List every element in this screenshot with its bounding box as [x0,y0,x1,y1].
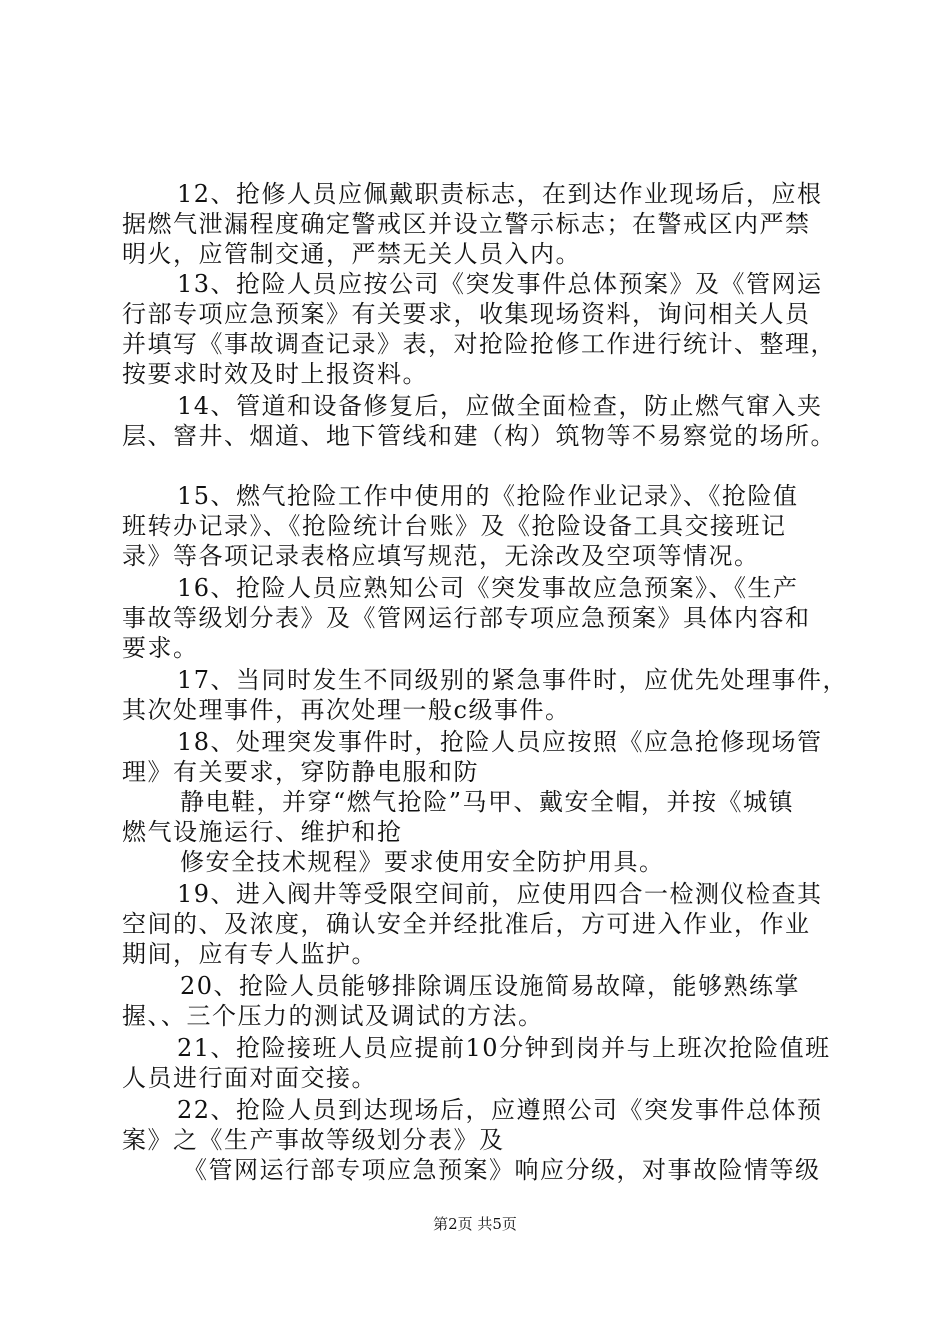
text-line: 按要求时效及时上报资料。 [122,360,428,388]
text-line: 录》等各项记录表格应填写规范，无涂改及空项等情况。 [122,542,760,570]
text-line: 握、、三个压力的测试及调试的方法。 [122,1002,544,1030]
text-line: 人员进行面对面交接。 [122,1064,377,1092]
text-line: 12、抢修人员应佩戴职责标志，在到达作业现场后，应根 [177,180,823,208]
text-line: 静电鞋，并穿“燃气抢险”马甲、戴安全帽，并按《城镇 [180,788,795,816]
text-line: 案》之《生产事故等级划分表》及 [122,1126,505,1154]
page-number-footer: 第2页 共5页 [433,1215,517,1233]
text-line: 19、进入阀井等受限空间前，应使用四合一检测仪检查其 [177,880,823,908]
text-line: 行部专项应急预案》有关要求，收集现场资料，询问相关人员 [122,300,811,328]
text-line: 其次处理事件，再次处理一般c级事件。 [122,696,571,724]
text-line: 《管网运行部专项应急预案》响应分级，对事故险情等级 [183,1156,821,1184]
text-line: 事故等级划分表》及《管网运行部专项应急预案》具体内容和 [122,604,811,632]
text-line: 16、抢险人员应熟知公司《突发事故应急预案》、《生产 [177,574,799,602]
text-line: 22、抢险人员到达现场后，应遵照公司《突发事件总体预 [177,1096,823,1124]
text-line: 13、抢险人员应按公司《突发事件总体预案》及《管网运 [177,270,823,298]
text-line: 18、处理突发事件时，抢险人员应按照《应急抢修现场管 [177,728,823,756]
text-line: 并填写《事故调查记录》表，对抢险抢修工作进行统计、整理， [122,330,836,358]
text-line: 要求。 [122,634,199,662]
text-line: 15、燃气抢险工作中使用的《抢险作业记录》、《抢险值 [177,482,799,510]
text-line: 空间的、及浓度，确认安全并经批准后，方可进入作业，作业 [122,910,811,938]
text-line: 燃气设施运行、维护和抢 [122,818,403,846]
text-line: 修安全技术规程》要求使用安全防护用具。 [180,848,665,876]
text-line: 班转办记录》、《抢险统计台账》及《抢险设备工具交接班记 [122,512,787,540]
text-line: 14、管道和设备修复后，应做全面检查，防止燃气窜入夹 [177,392,823,420]
text-line: 20、抢险人员能够排除调压设施简易故障，能够熟练掌 [180,972,801,1000]
text-line: 据燃气泄漏程度确定警戒区并设立警示标志；在警戒区内严禁 [122,210,811,238]
text-line: 明火，应管制交通，严禁无关人员入内。 [122,240,581,268]
text-line: 21、抢险接班人员应提前10分钟到岗并与上班次抢险值班 [177,1034,831,1062]
text-line: 理》有关要求，穿防静电服和防 [122,758,479,786]
text-line: 17、当同时发生不同级别的紧急事件时，应优先处理事件， [177,666,849,694]
text-line: 层、窨井、烟道、地下管线和建（构）筑物等不易察觉的场所。 [122,422,836,450]
text-line: 期间，应有专人监护。 [122,940,377,968]
